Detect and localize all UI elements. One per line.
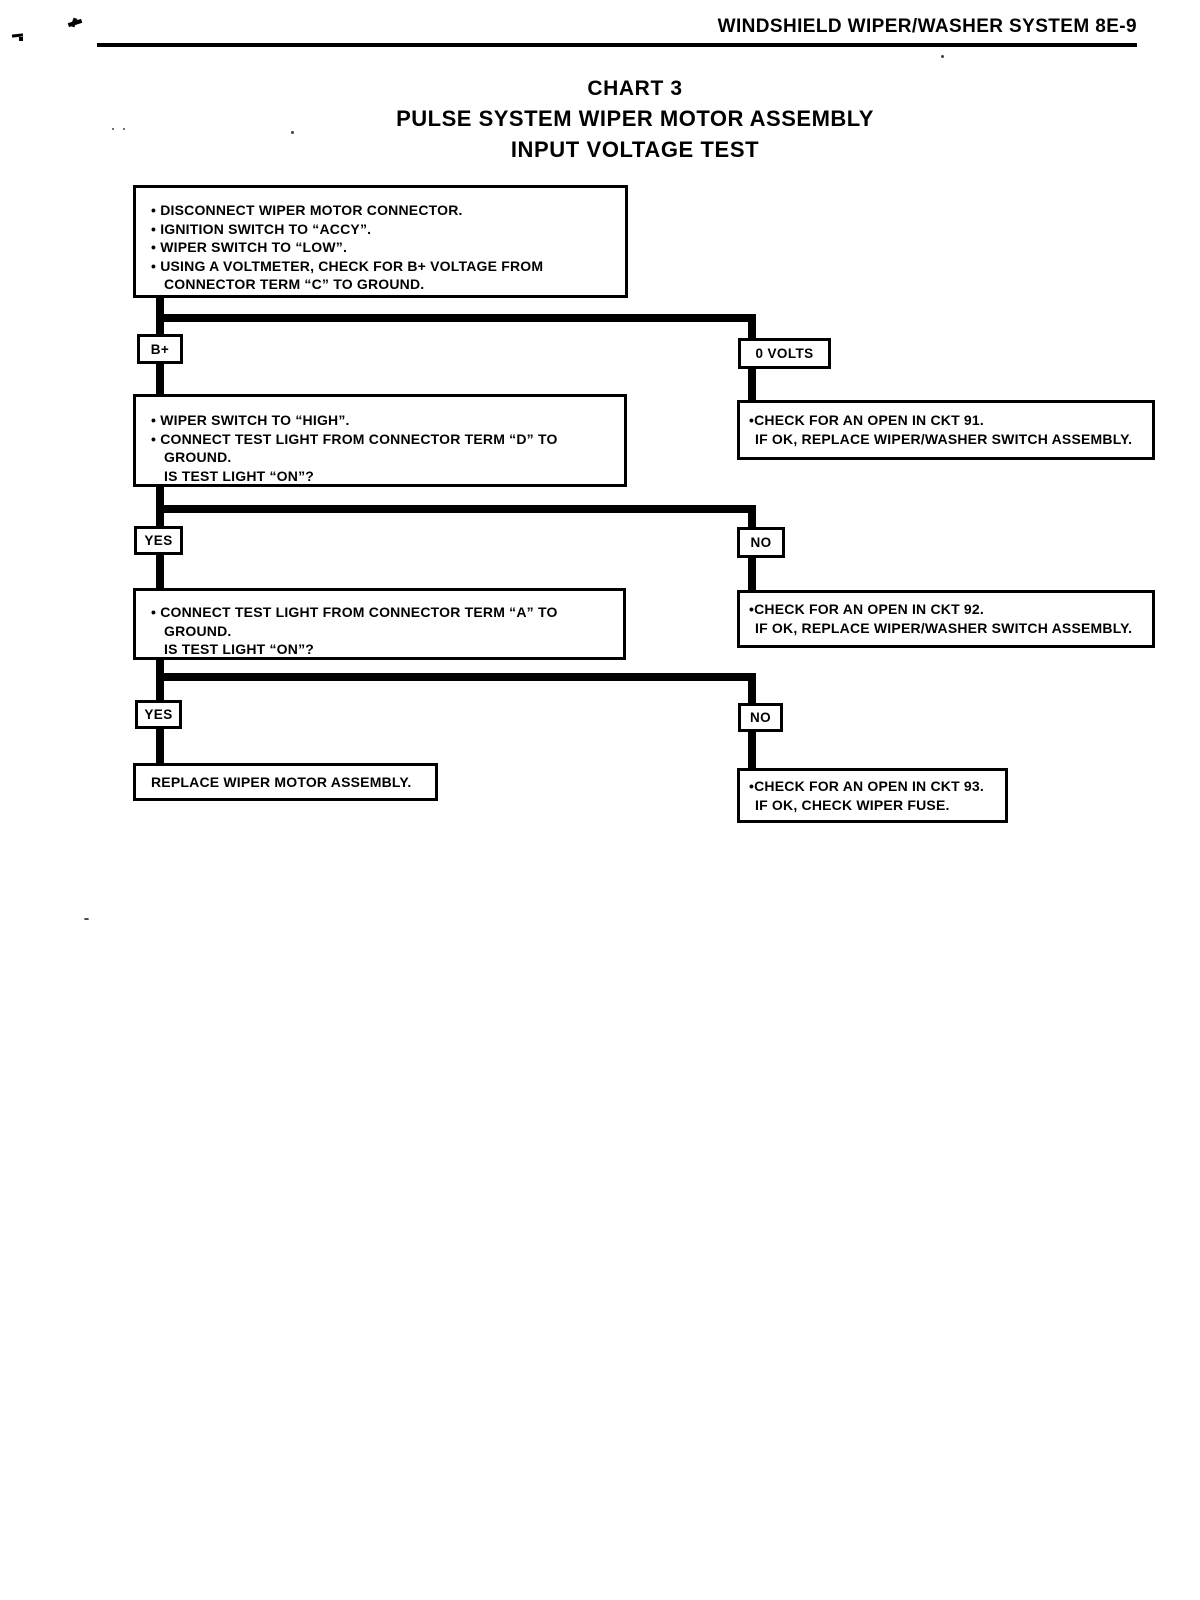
chart-title-line1: CHART 3 [587, 77, 683, 100]
connector-line [748, 556, 756, 593]
connector-line [156, 314, 756, 322]
result-label-yes-1: YES [134, 526, 183, 555]
step-line: • IGNITION SWITCH TO “ACCY”. [151, 220, 372, 237]
pen-mark [19, 37, 23, 41]
step-line: • CONNECT TEST LIGHT FROM CONNECTOR TERM “A” TO [151, 604, 558, 620]
step-line: • WIPER SWITCH TO “LOW”. [151, 239, 348, 255]
final-box-replace-motor [133, 763, 438, 801]
action-box-ckt-91 [737, 400, 1155, 460]
chart-title-line2: PULSE SYSTEM WIPER MOTOR ASSEMBLY [396, 106, 874, 131]
connector-line [156, 673, 756, 681]
connector-line [748, 730, 756, 771]
result-label-no-1: NO [737, 527, 785, 558]
step-line: CONNECTOR TERM “C” TO GROUND. [164, 276, 425, 292]
action-line: IF OK, REPLACE WIPER/WASHER SWITCH ASSEMBLY. [755, 431, 1133, 447]
connector-line [156, 360, 164, 396]
result-label-b-plus: B+ [137, 334, 183, 364]
scan-speck [84, 918, 89, 920]
action-line: •CHECK FOR AN OPEN IN CKT 93. [749, 777, 984, 794]
scan-speck [941, 55, 944, 58]
page-header: WINDSHIELD WIPER/WASHER SYSTEM 8E-9 [717, 16, 1137, 37]
step-line: • DISCONNECT WIPER MOTOR CONNECTOR. [151, 202, 463, 218]
action-line: •CHECK FOR AN OPEN IN CKT 91. [749, 412, 984, 428]
action-line: •CHECK FOR AN OPEN IN CKT 92. [749, 601, 984, 617]
step-line: • USING A VOLTMETER, CHECK FOR B+ VOLTAGE FROM [151, 257, 544, 274]
step-line: GROUND. [164, 622, 232, 639]
scan-speck [112, 128, 114, 130]
action-box-ckt-93 [737, 768, 1008, 823]
result-label-0-volts: 0 VOLTS [738, 338, 831, 369]
connector-line [156, 505, 756, 513]
scan-speck [123, 128, 125, 130]
result-label-yes-2: YES [135, 700, 182, 729]
connector-line [748, 366, 756, 402]
step-line: IS TEST LIGHT “ON”? [164, 467, 315, 484]
action-box-ckt-92 [737, 590, 1155, 648]
connector-line [156, 727, 164, 765]
action-line: IF OK, REPLACE WIPER/WASHER SWITCH ASSEMBLY. [755, 620, 1133, 636]
step-box-test-light-a [133, 588, 626, 660]
step-line: • CONNECT TEST LIGHT FROM CONNECTOR TERM “D” TO [151, 430, 558, 447]
action-line: IF OK, CHECK WIPER FUSE. [755, 796, 950, 813]
step-line: • WIPER SWITCH TO “HIGH”. [151, 412, 350, 428]
connector-line [156, 552, 164, 590]
chart-title-line3: INPUT VOLTAGE TEST [510, 137, 760, 162]
header-rule [97, 43, 1137, 47]
step-box-test-light-d [133, 394, 627, 487]
step-line: GROUND. [164, 449, 232, 465]
step-line: IS TEST LIGHT “ON”? [164, 641, 315, 657]
action-line: REPLACE WIPER MOTOR ASSEMBLY. [151, 773, 412, 790]
step-box-voltage-check [133, 185, 628, 298]
result-label-no-2: NO [738, 703, 783, 732]
